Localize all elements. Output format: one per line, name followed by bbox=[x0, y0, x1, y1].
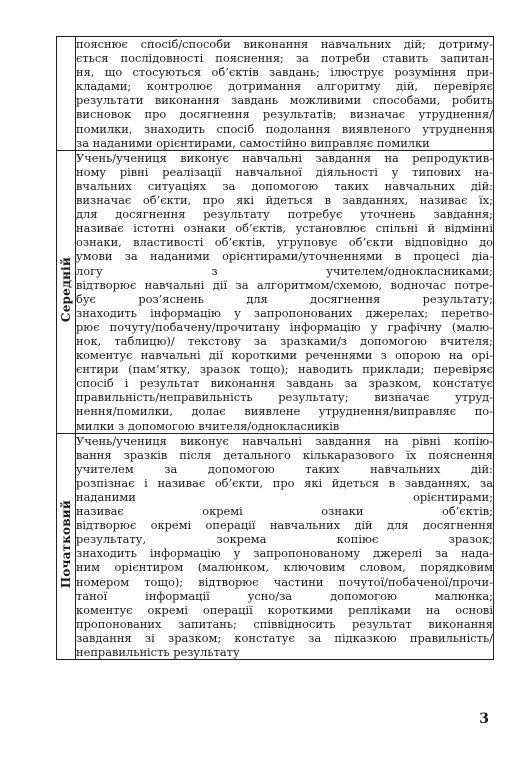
level-cell bbox=[57, 150, 76, 433]
description-line: помилки, знаходить спосіб подолання виявленого утруднення bbox=[76, 121, 493, 136]
description-line: логу з учителем/однокласниками; bbox=[76, 263, 493, 278]
description-line: визначає об’єкти, про які йдеться в завданнях, називає їх; bbox=[76, 193, 493, 208]
description-line: умови за наданими орієнтирами/уточненнями в процесі діа- bbox=[76, 249, 493, 264]
description-line: відтворює окремі операції навчальних дій для досягнення bbox=[76, 518, 493, 533]
description-line: для досягнення результату потребує уточнень завдання; bbox=[76, 207, 493, 222]
description-line: вання зразків після детального кількаразового їх пояснення bbox=[76, 447, 493, 462]
description-line: називає істотні ознаки об’єктів, установлює спільні й відмінні bbox=[76, 221, 493, 236]
description-line: нок, таблицю)/ текстову за зразками/з допомогою вчителя; bbox=[76, 333, 493, 348]
description-cell bbox=[76, 37, 494, 151]
page-number: 3 bbox=[479, 711, 489, 727]
description-line: нення/помилки, долає виявлене утруднення/виправляє по- bbox=[76, 404, 493, 419]
description-line: ному рівні реалізації навчальної діяльності у типових на- bbox=[76, 164, 493, 179]
description-line: результати виконання завдань можливими способами, робить bbox=[76, 93, 493, 108]
description-line: кладами; контролює дотримання алгоритму дій, перевіряє bbox=[76, 79, 493, 94]
levels-table bbox=[56, 36, 494, 660]
description-cell bbox=[76, 150, 494, 433]
description-line: учителем за допомогою таких навчальних дій: bbox=[76, 461, 493, 476]
description-line: розпізнає і називає об’єкти, про які йдеться в завданнях, за bbox=[76, 475, 493, 490]
row-continuation bbox=[57, 37, 494, 151]
description-line: бує роз’яснень для досягнення результату; bbox=[76, 291, 493, 306]
description-line: ним орієнтиром (малюнком, ключовим словом, порядковим bbox=[76, 560, 493, 575]
description-line: правильність/неправильність результату; визначає утруд- bbox=[76, 390, 493, 405]
description-line: рює почуту/побачену/прочитану інформацію у графічну (малю- bbox=[76, 319, 493, 334]
description-line: ознаки, властивості об’єктів, угруповує об’єкти відповідно до bbox=[76, 235, 493, 250]
description-line: пропонованих запитань; співвідносить результат виконання bbox=[76, 616, 493, 631]
description-line: знаходить інформацію у запропонованих джерелах; перетво- bbox=[76, 305, 493, 320]
description-line: результату, зокрема копіює зразок; bbox=[76, 532, 493, 547]
description-line: Учень/учениця виконує навчальні завдання на рівні копію- bbox=[76, 433, 493, 448]
description-line: наданими орієнтирами; bbox=[76, 490, 493, 504]
level-label: Середній bbox=[59, 257, 73, 323]
description-line: коментує окремі операції короткими репліками на основі bbox=[76, 602, 493, 617]
level-label: Початковий bbox=[59, 500, 73, 589]
description-line: за наданими орієнтирами, самостійно виправляє помилки bbox=[76, 135, 430, 150]
description-line: спосіб і результат виконання завдань за зразком, констатує bbox=[76, 376, 493, 391]
description-line: вчальних ситуаціях за допомогою таких навчальних дій: bbox=[76, 178, 493, 193]
description-line: завдання зі зразком; констатує за підказкою правильність/ bbox=[76, 630, 493, 645]
description-line: пояснює спосіб/способи виконання навчальних дій; дотриму- bbox=[76, 37, 493, 51]
description-line: коментує навчальні дії короткими реченнями з опорою на орі- bbox=[76, 348, 493, 363]
description-line: милки з допомогою вчителя/однокласників bbox=[76, 418, 340, 433]
level-cell bbox=[57, 433, 76, 660]
description-line: відтворює навчальні дії за алгоритмом/схемою, водночас потре- bbox=[76, 277, 493, 292]
description-line: неправильність результату bbox=[76, 645, 240, 660]
description-line: ня, що стосуються об’єктів завдань; ілюструє розуміння при- bbox=[76, 65, 493, 80]
description-line: знаходить інформацію у запропонованому джерелі за нада- bbox=[76, 546, 493, 561]
level-cell bbox=[57, 37, 76, 151]
description-line: ється послідовності пояснення; за потреби ставить запитан- bbox=[76, 51, 493, 66]
description-cell bbox=[76, 433, 494, 660]
description-line: таної інформації усно/за допомогою малюнка; bbox=[76, 588, 493, 603]
row-level-initial bbox=[57, 433, 494, 660]
description-line: висновок про досягнення результатів; визначає утруднення/ bbox=[76, 107, 493, 122]
description-line: номером тощо); відтворює частини почутої/побаченої/прочи- bbox=[76, 574, 493, 589]
description-line: називає окремі ознаки об’єктів; bbox=[76, 504, 493, 519]
row-level-middle bbox=[57, 150, 494, 433]
description-line: Учень/учениця виконує навчальні завдання на репродуктив- bbox=[76, 150, 493, 165]
description-line: єнтири (пам’ятку, зразок тощо); наводить приклади; перевіряє bbox=[76, 362, 493, 377]
table-body bbox=[57, 37, 494, 660]
